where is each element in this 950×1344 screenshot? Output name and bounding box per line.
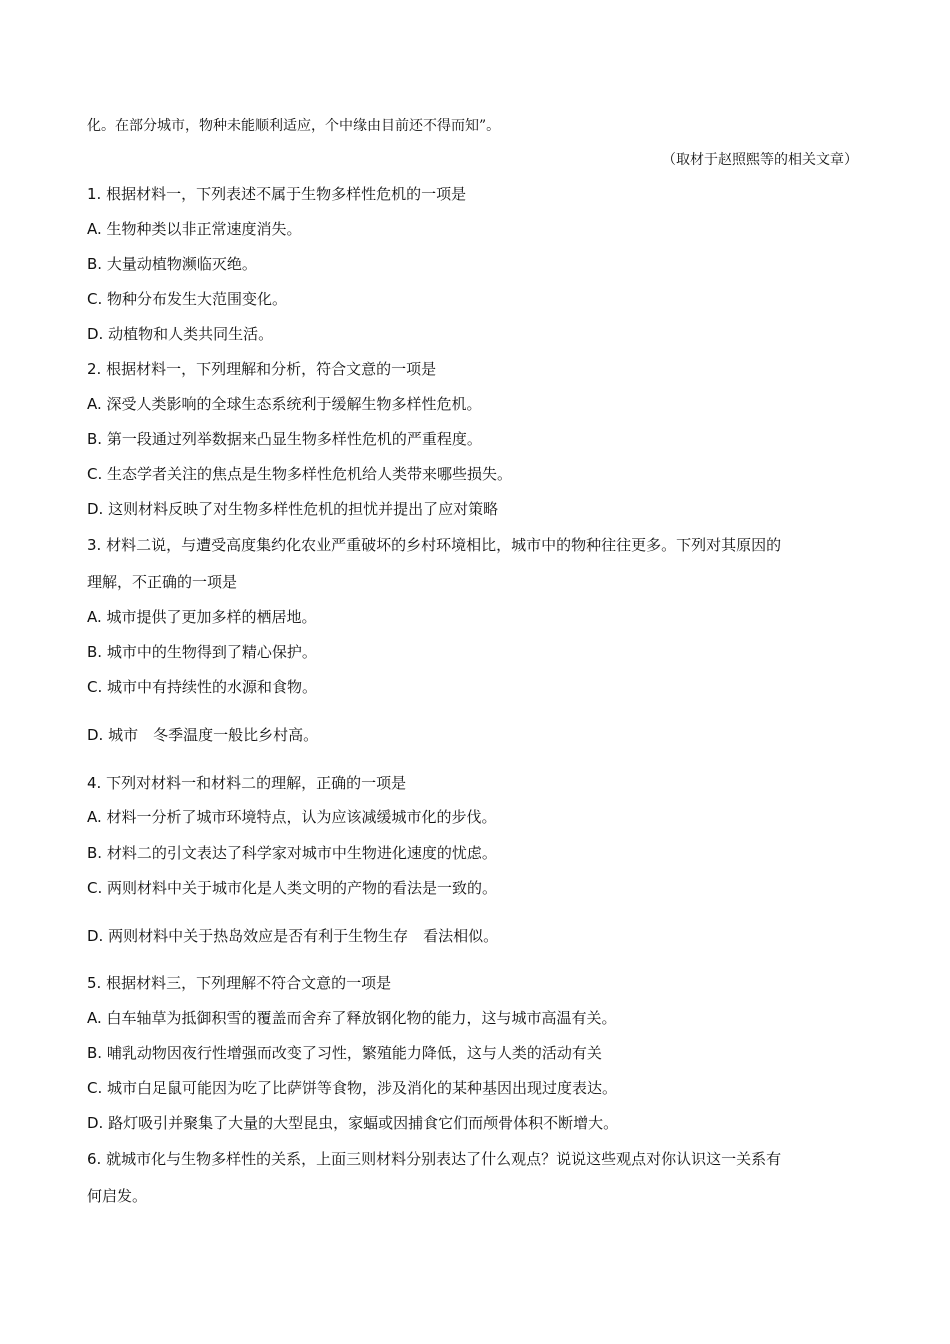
question-2-option-a: A. 深受人类影响的全球生态系统利于缓解生物多样性危机。 [87,395,482,413]
question-3-option-c: C. 城市中有持续性的水源和食物。 [87,678,318,696]
question-6-stem-line-2: 何启发。 [87,1187,148,1205]
question-3-option-a: A. 城市提供了更加多样的栖居地。 [87,608,317,626]
question-5-option-a: A. 白车轴草为抵御积雪的覆盖而舍弃了释放钢化物的能力，这与城市高温有关。 [87,1009,617,1027]
question-4-option-b: B. 材料二的引文表达了科学家对城市中生物进化速度的忧虑。 [87,844,497,862]
question-4-option-a: A. 材料一分析了城市环境特点，认为应该减缓城市化的步伐。 [87,808,497,826]
passage-tail: 化。在部分城市，物种未能顺利适应，个中缘由目前还不得而知”。 [87,118,501,134]
source-citation: （取材于赵照熙等的相关文章） [662,152,858,168]
question-4-option-c: C. 两则材料中关于城市化是人类文明的产物的看法是一致的。 [87,879,498,897]
question-1-option-b: B. 大量动植物濒临灭绝。 [87,255,257,273]
question-2-stem: 2. 根据材料一，下列理解和分析，符合文意的一项是 [87,360,437,378]
question-1-stem: 1. 根据材料一，下列表述不属于生物多样性危机的一项是 [87,185,467,203]
question-5-option-d: D. 路灯吸引并聚集了大量的大型昆虫，家蝠或因捕食它们而颅骨体积不断增大。 [87,1114,619,1132]
question-2-option-c: C. 生态学者关注的焦点是生物多样性危机给人类带来哪些损失。 [87,465,513,483]
question-3-stem-line-1: 3. 材料二说，与遭受高度集约化农业严重破坏的乡村环境相比，城市中的物种往往更多。下列对其原因的 [87,536,782,554]
question-5-option-c: C. 城市白足鼠可能因为吃了比萨饼等食物，涉及消化的某种基因出现过度表达。 [87,1079,618,1097]
question-5-stem: 5. 根据材料三，下列理解不符合文意的一项是 [87,974,392,992]
question-2-option-b: B. 第一段通过列举数据来凸显生物多样性危机的严重程度。 [87,430,482,448]
question-2-option-d: D. 这则材料反映了对生物多样性危机的担忧并提出了应对策略 [87,500,499,518]
question-6-stem-line-1: 6. 就城市化与生物多样性的关系，上面三则材料分别表达了什么观点？说说这些观点对你认识这一关系有 [87,1150,782,1168]
question-3-option-d: D. 城市 冬季温度一般比乡村高。 [87,726,319,744]
question-4-stem: 4. 下列对材料一和材料二的理解，正确的一项是 [87,774,407,792]
question-3-stem-line-2: 理解，不正确的一项是 [87,573,238,591]
question-5-option-b: B. 哺乳动物因夜行性增强而改变了习性，繁殖能力降低，这与人类的活动有关 [87,1044,602,1062]
question-1-option-c: C. 物种分布发生大范围变化。 [87,290,288,308]
question-1-option-d: D. 动植物和人类共同生活。 [87,325,274,343]
question-3-option-b: B. 城市中的生物得到了精心保护。 [87,643,317,661]
question-4-option-d: D. 两则材料中关于热岛效应是否有利于生物生存 看法相似。 [87,927,499,945]
question-1-option-a: A. 生物种类以非正常速度消失。 [87,220,302,238]
